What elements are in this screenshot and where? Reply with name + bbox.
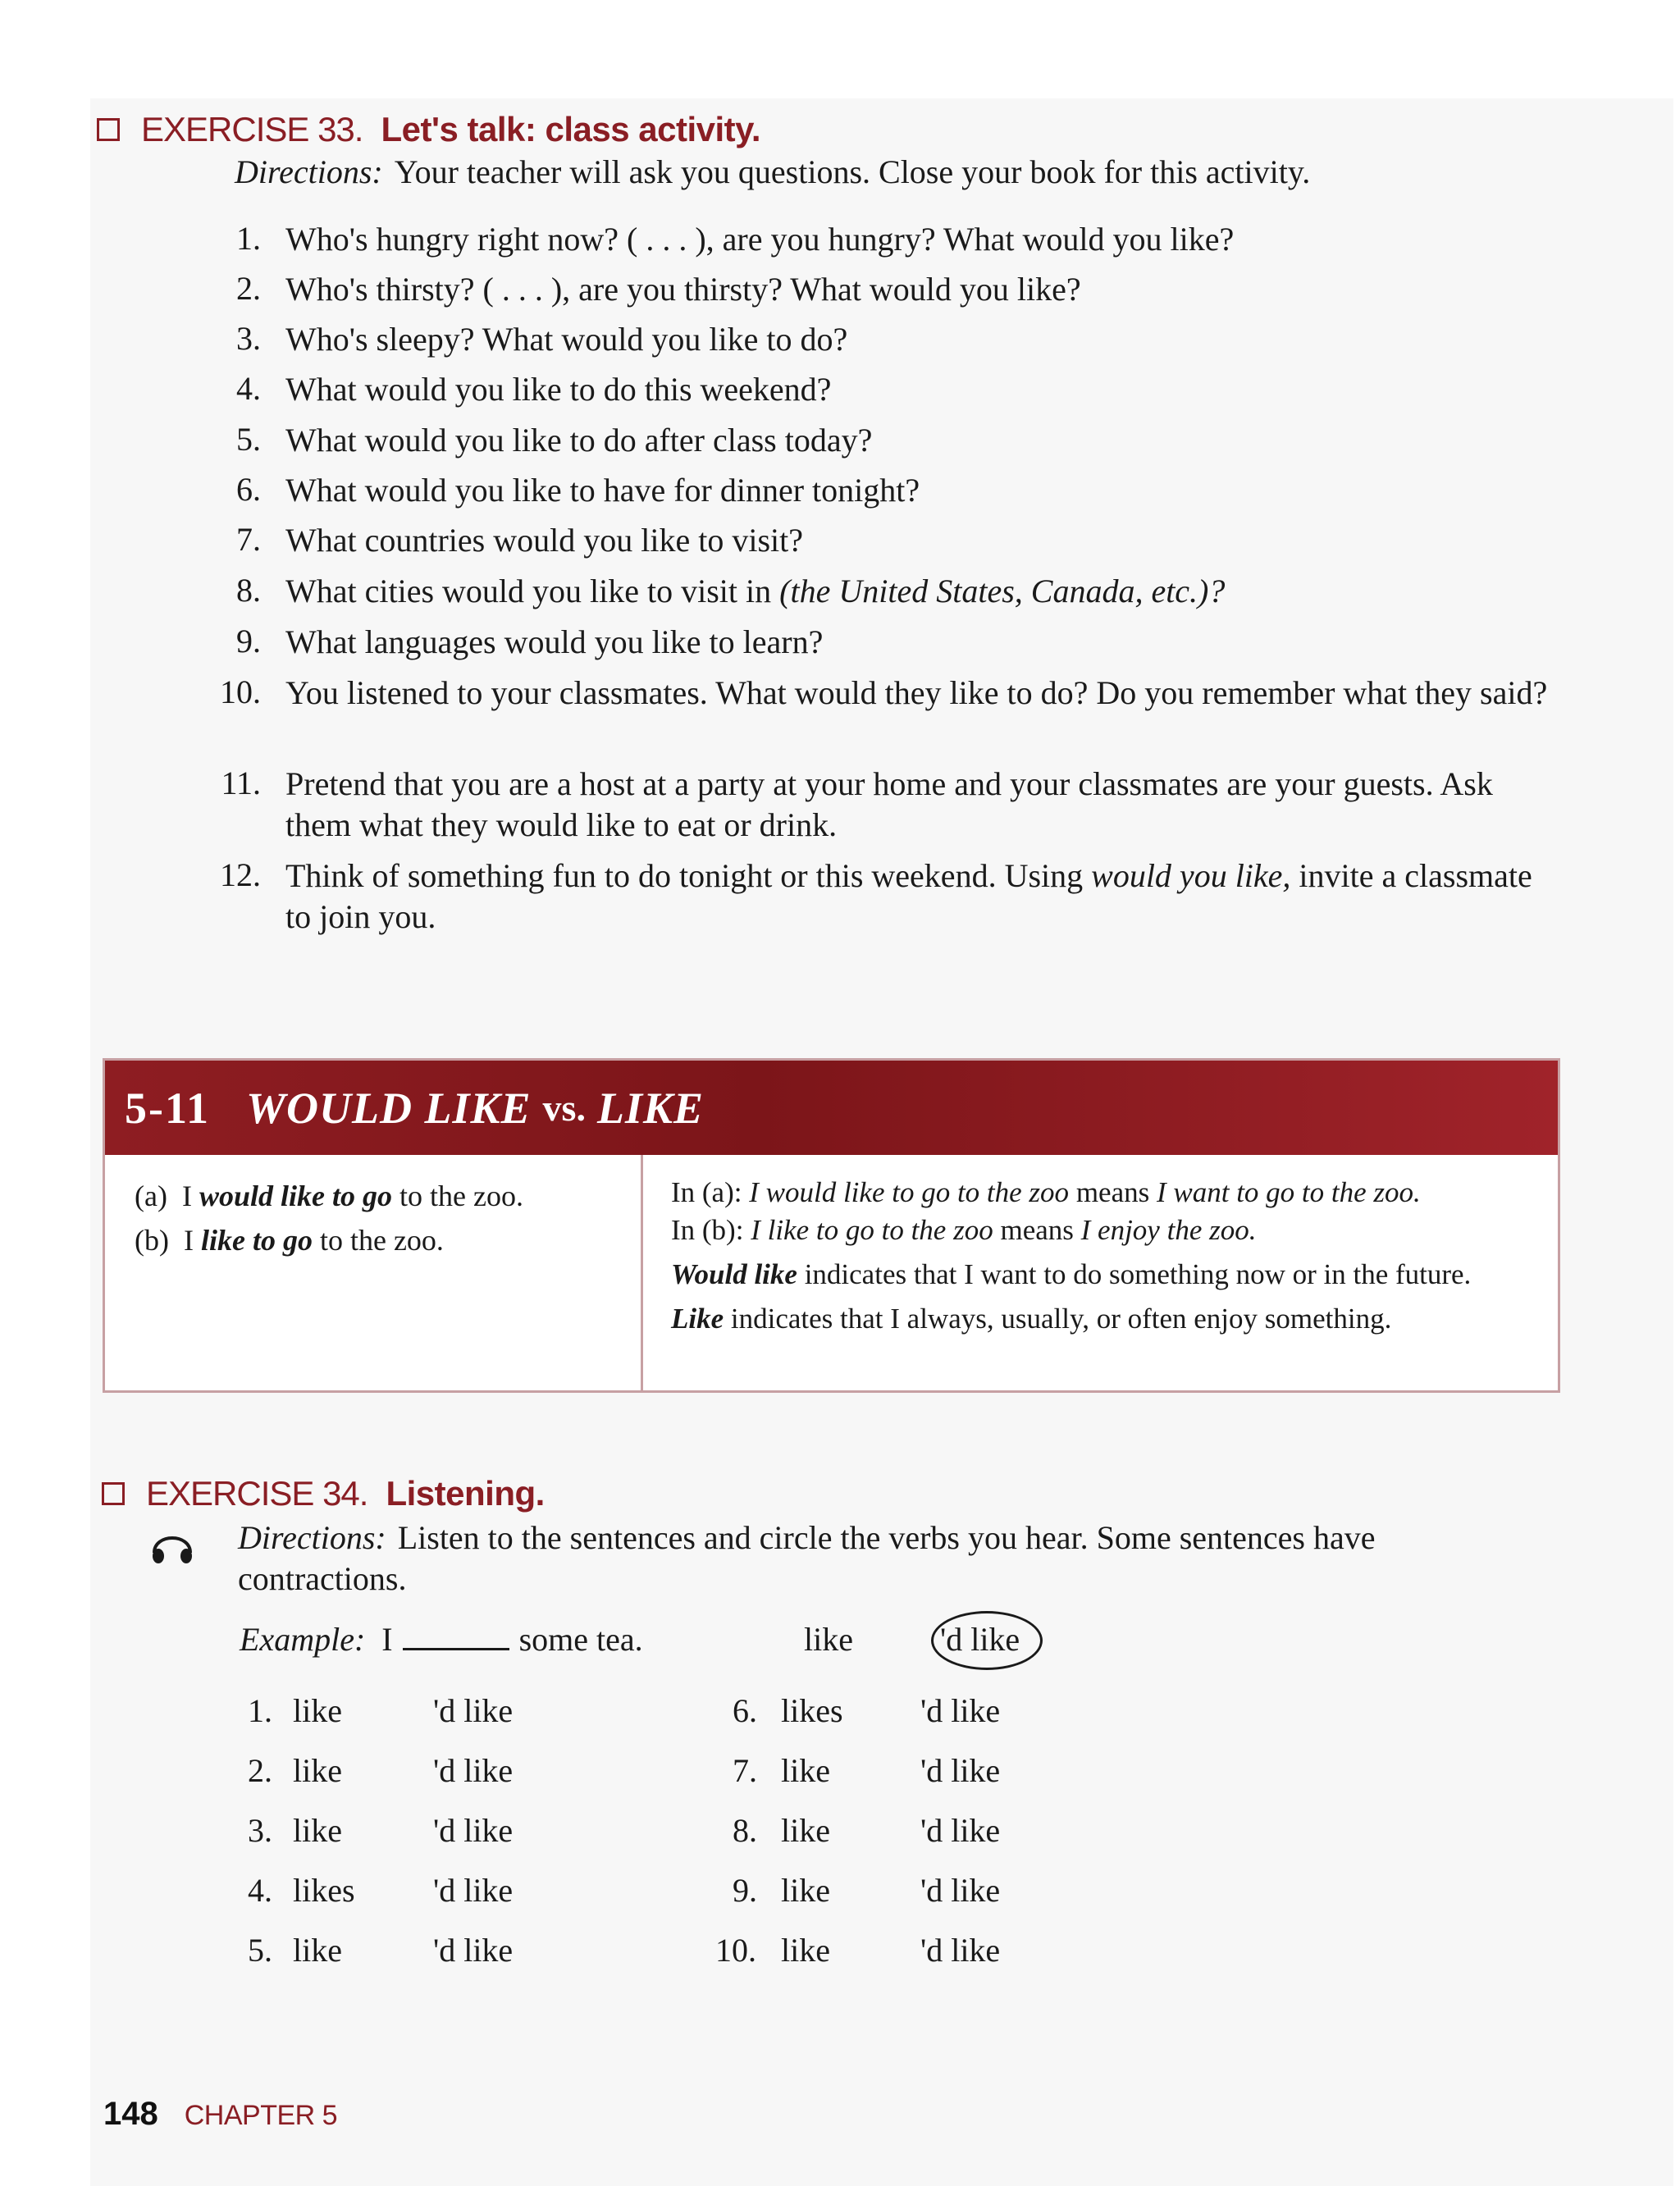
option-b[interactable]: 'd like [433,1872,514,1909]
option-b[interactable]: 'd like [433,1812,514,1849]
example-option-like: like [804,1621,853,1658]
option-a[interactable]: likes [293,1872,355,1909]
chart-header [105,1061,1558,1155]
option-a[interactable]: like [293,1752,342,1789]
directions-text: Listen to the sentences and circle the verbs you hear. Some sentences have contractions. [238,1519,1376,1597]
exercise-34-directions [238,1517,1518,1600]
example-b: (b) I like to go to the zoo. [135,1224,444,1257]
checkbox-icon[interactable] [97,118,120,141]
option-b[interactable]: 'd like [433,1752,514,1789]
chart-title-vs: vs. [542,1087,586,1129]
option-a[interactable]: like [781,1812,830,1849]
example-answer-circle [931,1611,1043,1670]
answer-blank [403,1648,509,1650]
option-b[interactable]: 'd like [920,1752,1001,1789]
option-a[interactable]: like [781,1932,830,1969]
directions-text: Your teacher will ask you questions. Close your book for this activity. [394,153,1311,190]
checkbox-icon[interactable] [102,1482,125,1505]
chart-divider [641,1155,643,1393]
option-b[interactable]: 'd like [920,1932,1001,1969]
option-b[interactable]: 'd like [433,1692,514,1729]
example-sentence: Example: I some tea. [240,1621,643,1658]
explanation-a: In (a): I would like to go to the zoo means I want to go to the zoo. [671,1176,1421,1208]
exercise-title: Let's talk: class activity. [381,110,761,148]
option-b[interactable]: 'd like [920,1812,1001,1849]
chart-title-a: WOULD LIKE [246,1083,532,1133]
exercise-number: EXERCISE 34. [146,1474,368,1513]
exercise-number: EXERCISE 33. [141,110,363,148]
directions-label: Directions: [235,153,383,190]
chart-number: 5-11 [125,1083,211,1133]
chart-title-b: LIKE [596,1083,704,1133]
exercise-33-heading [97,110,760,149]
headphones-icon [148,1522,197,1571]
option-b[interactable]: 'd like [920,1872,1001,1909]
option-a[interactable]: like [293,1812,342,1849]
option-a[interactable]: like [293,1692,342,1729]
exercise-title: Listening. [386,1474,545,1513]
chart-explanations [671,1174,1541,1338]
explanation-would-like: Would like indicates that I want to do something now or in the future. [671,1258,1472,1290]
directions-label: Directions: [238,1519,386,1556]
chapter-label: CHAPTER 5 [184,2100,338,2131]
option-a[interactable]: like [781,1752,830,1789]
page-number: 148 [103,2096,158,2132]
exercise-33-directions [235,152,1564,193]
option-b[interactable]: 'd like [433,1932,514,1969]
explanation-like: Like indicates that I always, usually, or often enjoy something. [671,1303,1392,1335]
option-b[interactable]: 'd like [920,1692,1001,1729]
option-a[interactable]: like [293,1932,342,1969]
example-a: (a) I would like to go to the zoo. [135,1180,523,1212]
exercise-34-heading [102,1474,545,1513]
chart-examples [135,1174,523,1262]
grammar-chart [103,1058,1560,1393]
option-a[interactable]: like [781,1872,830,1909]
explanation-b: In (b): I like to go to the zoo means I enjoy the zoo. [671,1214,1257,1246]
option-a[interactable]: likes [781,1692,843,1729]
example-option-d-like: 'd like [940,1621,1020,1658]
page-footer [103,2096,337,2133]
